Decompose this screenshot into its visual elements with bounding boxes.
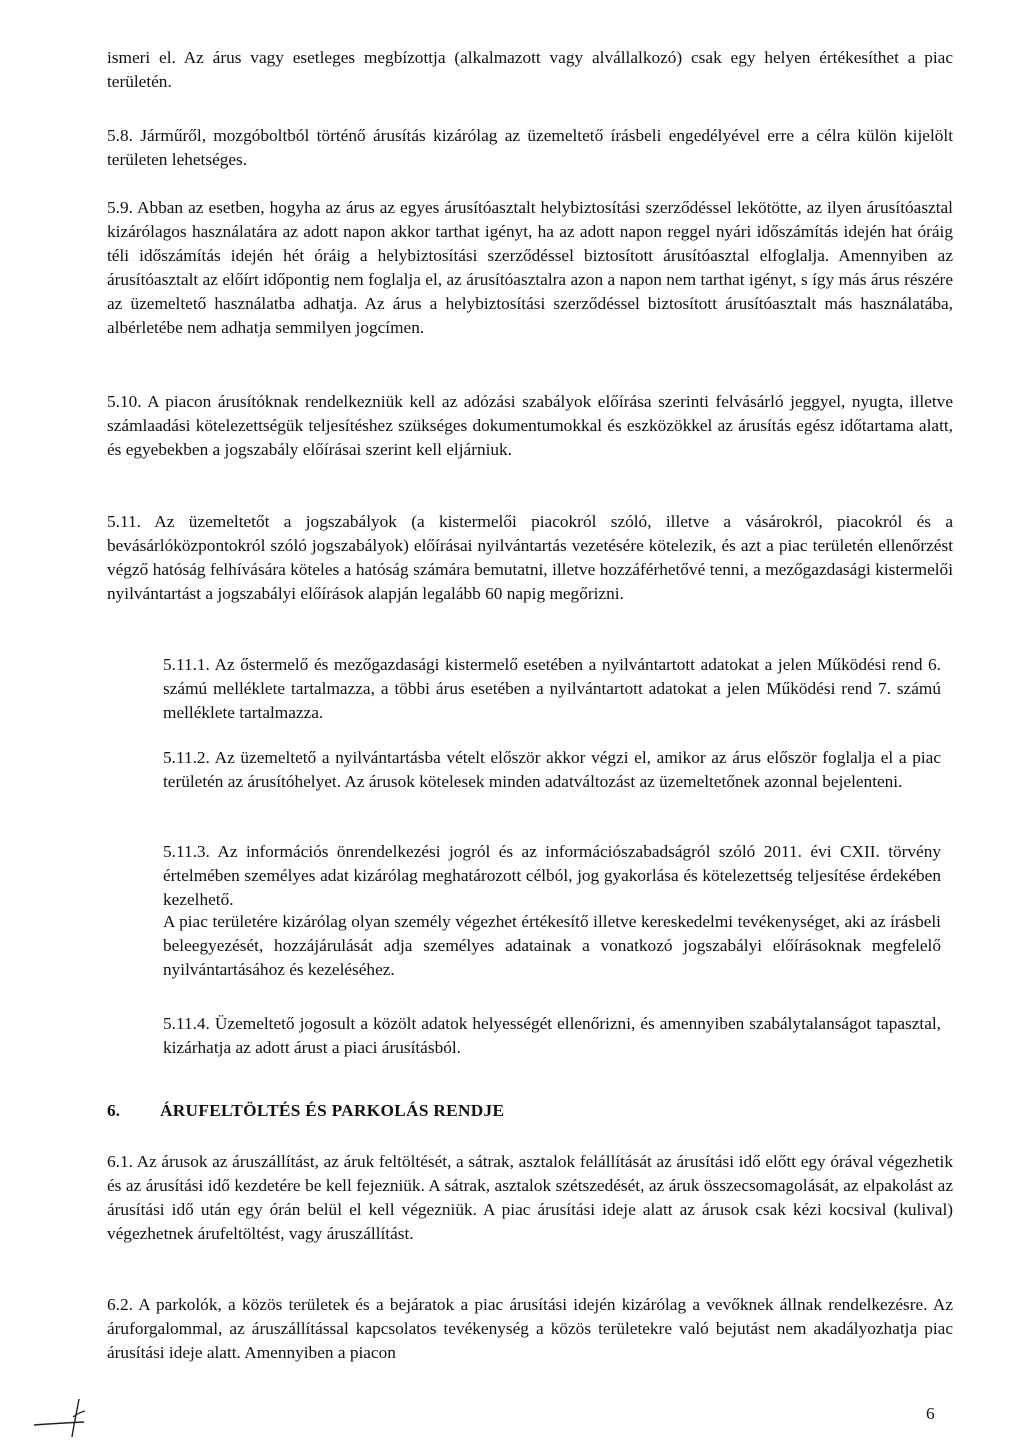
paragraph-5-11: 5.11. Az üzemeltetőt a jogszabályok (a kistermelői piacokról szóló, illetve a vásárokról, piacokról és a bevásárlóközpontokról szóló jogszabályok) előírásai nyilvántartás vezetésére kötelezik, és azt a piac területén ellenőrzést végző hatóság felhívására köteles a hatóság számára bemutatni, illetve hozzáférhetővé tenni, a mezőgazdasági kistermelői nyilvántartást a jogszabályi előírások alapján legalább 60 napig megőrizni. (107, 512, 953, 603)
paragraph-5-11-1: 5.11.1. Az őstermelő és mezőgazdasági kistermelő esetében a nyilvántartott adatokat a jelen Működési rend 6. számú melléklete tartalmazza, a többi árus esetében a nyilvántartott adatokat a jelen Működési rend 7. számú melléklete tartalmazza. (163, 655, 941, 722)
page-number: 6 (926, 1404, 935, 1423)
paragraph-5-9: 5.9. Abban az esetben, hogyha az árus az egyes árusítóasztalt helybiztosítási szerződéssel lekötötte, az ilyen árusítóasztal kizárólagos használatára az adott napon akkor tarthat igényt, ha az adott napon reggel nyári időszámítás idején hat óráig téli időszámítás idején hét óráig a helybiztosítási szerződéssel biztosított árusítóasztal elfoglalja. Amennyiben az árusítóasztalt az előírt időpontig nem foglalja el, az árusítóasztalra azon a napon nem tarthat igényt, s így más árus részére az üzemeltető használatba adhatja. Az árus a helybiztosítási szerződéssel biztosított árusítóasztalt más használatába, albérletébe nem adhatja semmilyen jogcímen. (107, 198, 953, 337)
paragraph-continuation: ismeri el. Az árus vagy esetleges megbízottja (alkalmazott vagy alvállalkozó) csak egy helyen értékesíthet a piac területén. (107, 48, 953, 91)
paragraph-5-11-2: 5.11.2. Az üzemeltető a nyilvántartásba vételt először akkor végzi el, amikor az árus először foglalja el a piac területén az árusítóhelyet. Az árusok kötelesek minden adatváltozást az üzemeltetőnek azonnal bejelenteni. (163, 748, 941, 791)
paragraph-6-2: 6.2. A parkolók, a közös területek és a bejáratok a piac árusítási idején kizárólag a vevőknek állnak rendelkezésre. Az áruforgalommal, az áruszállítással kapcsolatos tevékenység a közös területekre való bejutást nem akadályozhatja piac árusítási ideje alatt. Amennyiben a piacon (107, 1295, 953, 1362)
paragraph-5-11-3: 5.11.3. Az információs önrendelkezési jogról és az információszabadságról szóló 2011. évi CXII. törvény értelmében személyes adat kizárólag meghatározott célból, jog gyakorlása és kötelezettség teljesítése érdekében kezelhető. (163, 842, 941, 909)
paragraph-6-1: 6.1. Az árusok az áruszállítást, az áruk feltöltését, a sátrak, asztalok felállítását az árusítási idő előtt egy órával végezhetik és az árusítási idő kezdetére be kell fejezniük. A sátrak, asztalok szétszedését, az áruk összecsomagolását, az elpakolást az árusítási idő után egy órán belül el kell végezniük. A piac árusítási ideje alatt az árusok csak kézi kocsival (kulival) végezhetnek árufeltöltést, vagy áruszállítást. (107, 1152, 953, 1243)
section-heading-6 (107, 1099, 504, 1123)
paragraph-5-11-4: 5.11.4. Üzemeltető jogosult a közölt adatok helyességét ellenőrizni, és amennyiben szabálytalanságot tapasztal, kizárhatja az adott árust a piaci árusításból. (163, 1014, 941, 1057)
paragraph-5-11-3-continuation: A piac területére kizárólag olyan személy végezhet értékesítő illetve kereskedelmi tevékenységet, aki az írásbeli beleegyezését, hozzájárulását adja személyes adatainak a vonatkozó jogszabályi előírásoknak megfelelő nyilvántartásához és kezeléséhez. (163, 912, 941, 979)
paragraph-5-8: 5.8. Járműről, mozgóboltból történő árusítás kizárólag az üzemeltető írásbeli engedélyével erre a célra külön kijelölt területen lehetséges. (107, 126, 953, 169)
paragraph-5-10: 5.10. A piacon árusítóknak rendelkezniük kell az adózási szabályok előírása szerinti felvásárló jeggyel, nyugta, illetve számlaadási kötelezettségük teljesítéshez szükséges dokumentumokkal és eszközökkel az árusítás egész időtartama alatt, és egyebekben a jogszabály előírásai szerint kell eljárniuk. (107, 392, 953, 459)
section-number: 6. (107, 1101, 120, 1120)
section-title: ÁRUFELTÖLTÉS ÉS PARKOLÁS RENDJE (160, 1101, 505, 1120)
handwritten-initial-signature (32, 1395, 92, 1441)
